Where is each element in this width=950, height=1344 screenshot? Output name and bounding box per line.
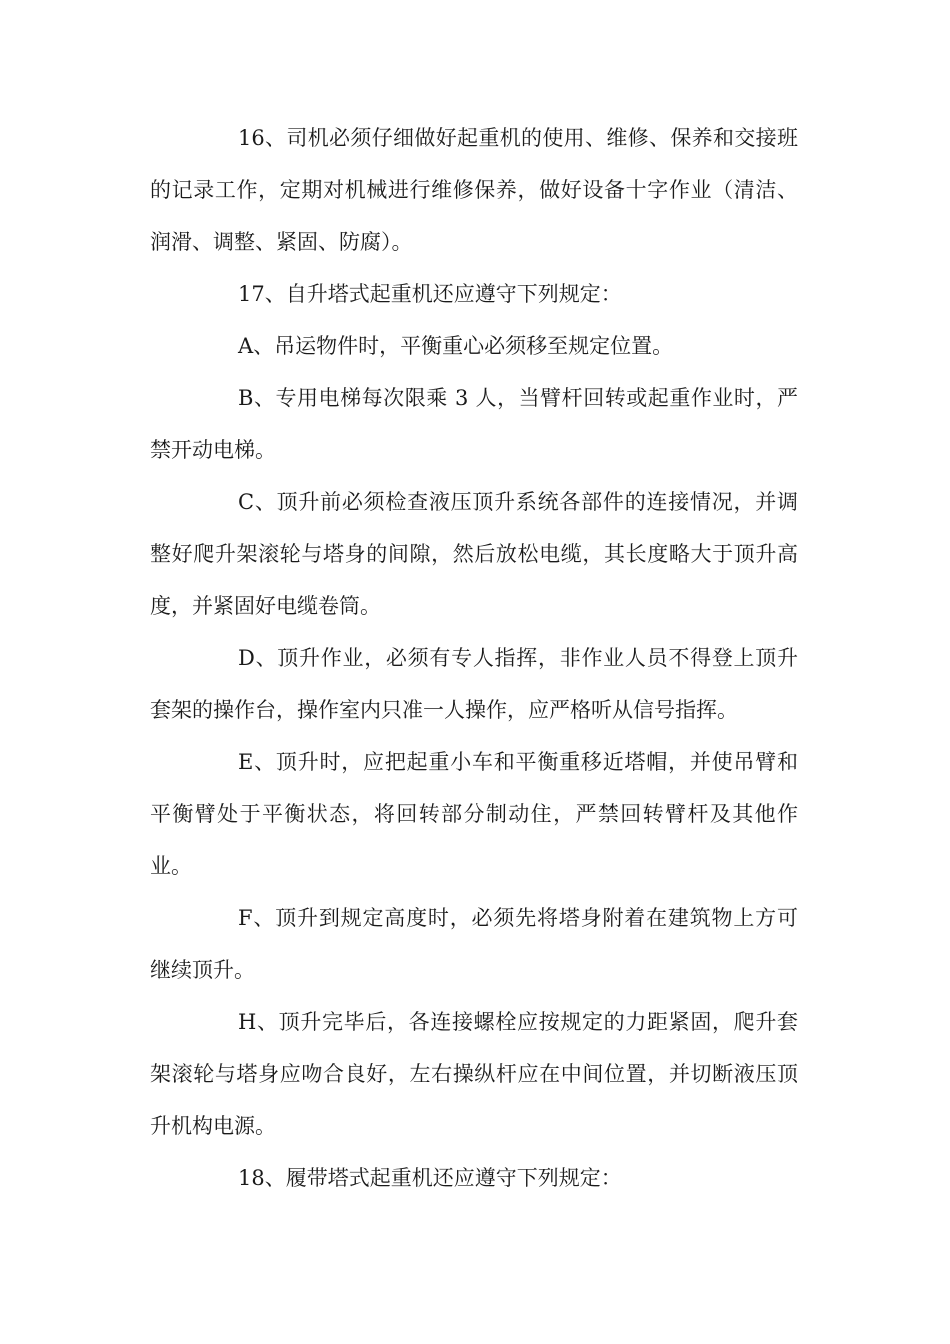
paragraph-17d: D、顶升作业，必须有专人指挥，非作业人员不得登上顶升套架的操作台，操作室内只准一人操作，应严格听从信号指挥。 <box>150 646 798 722</box>
paragraph-17c: C、顶升前必须检查液压顶升系统各部件的连接情况，并调整好爬升架滚轮与塔身的间隙，然后放松电缆，其长度略大于顶升高度，并紧固好电缆卷筒。 <box>150 490 798 618</box>
paragraph-17b: B、专用电梯每次限乘 3 人，当臂杆回转或起重作业时，严禁开动电梯。 <box>150 386 798 462</box>
document-body <box>150 112 798 1204</box>
paragraph-17e: E、顶升时，应把起重小车和平衡重移近塔帽，并使吊臂和平衡臂处于平衡状态，将回转部分制动住，严禁回转臂杆及其他作业。 <box>150 750 798 878</box>
paragraph-17: 17、自升塔式起重机还应遵守下列规定： <box>238 282 622 306</box>
paragraph-18: 18、履带塔式起重机还应遵守下列规定： <box>238 1166 622 1190</box>
paragraph-17f: F、顶升到规定高度时，必须先将塔身附着在建筑物上方可继续顶升。 <box>150 906 798 982</box>
paragraph-17a: A、吊运物件时，平衡重心必须移至规定位置。 <box>238 334 674 358</box>
paragraph-17h: H、顶升完毕后，各连接螺栓应按规定的力距紧固，爬升套架滚轮与塔身应吻合良好，左右操纵杆应在中间位置，并切断液压顶升机构电源。 <box>150 1010 798 1138</box>
paragraph-16: 16、司机必须仔细做好起重机的使用、维修、保养和交接班的记录工作，定期对机械进行维修保养，做好设备十字作业（清洁、润滑、调整、紧固、防腐）。 <box>150 126 798 254</box>
